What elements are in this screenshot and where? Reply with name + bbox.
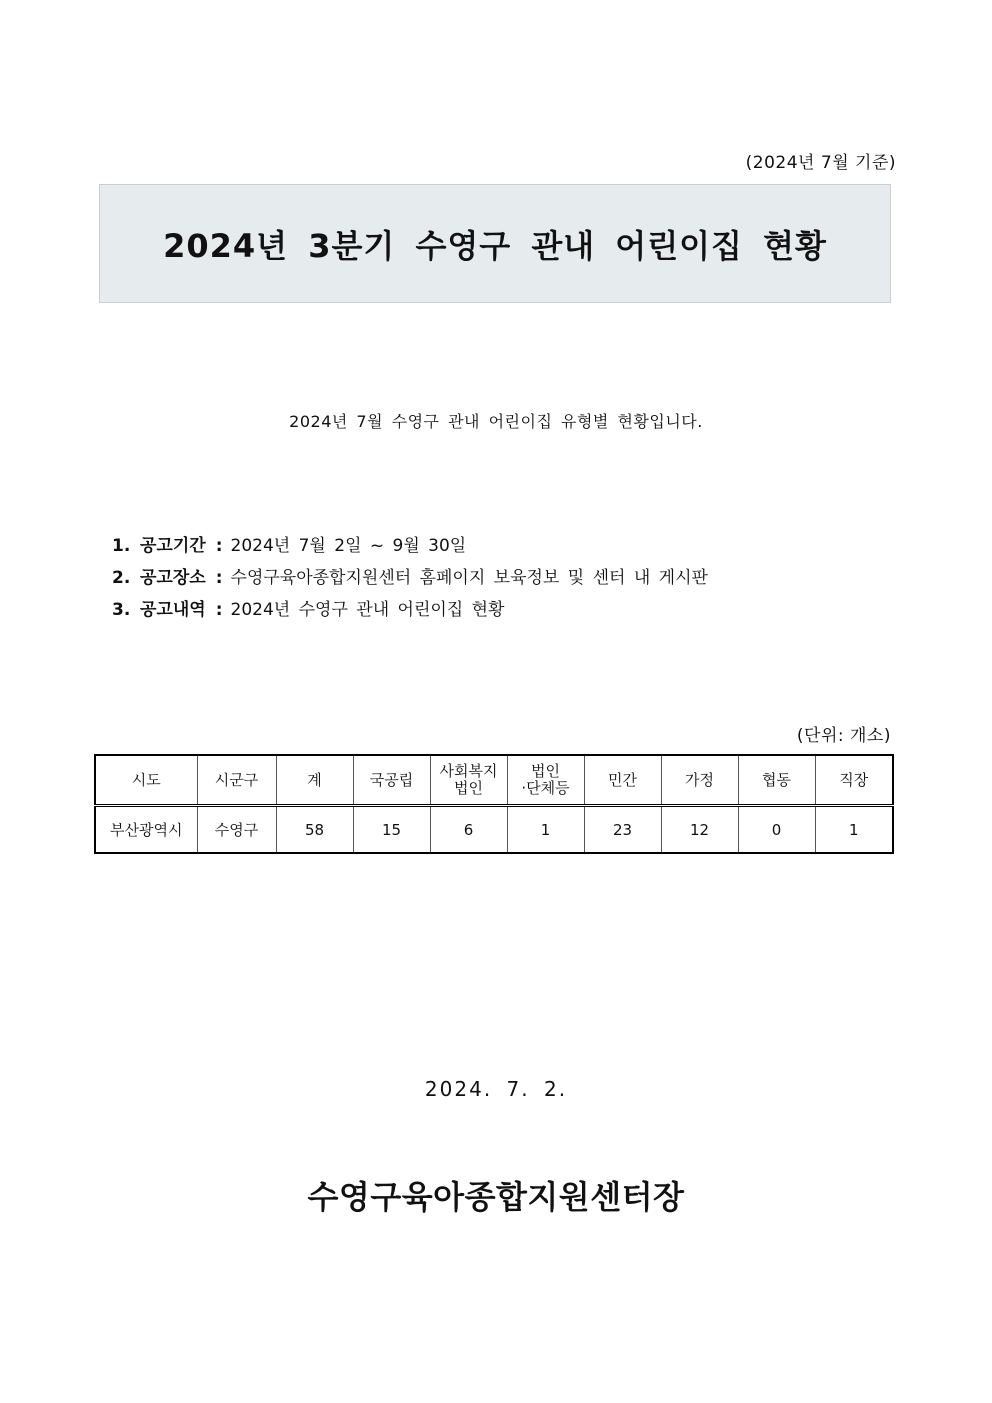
cell-social-welfare: 6 (430, 806, 507, 854)
table-header-row (95, 755, 893, 806)
header-line: 법인 (454, 779, 483, 797)
item-colon: : (215, 536, 223, 556)
header-private: 민간 (584, 755, 661, 806)
header-line: 법인 (531, 762, 560, 780)
header-sido: 시도 (95, 755, 197, 806)
reference-date: (2024년 7월 기준) (745, 153, 896, 173)
item-key: 공고기간 (140, 536, 206, 556)
notice-items (112, 532, 708, 628)
cell-total: 58 (276, 806, 353, 854)
notice-item-place (112, 564, 708, 596)
item-colon: : (215, 568, 223, 588)
signer-title: 수영구육아종합지원센터장 (307, 1178, 685, 1216)
header-home: 가정 (661, 755, 738, 806)
item-colon: : (215, 600, 223, 620)
cell-sido: 부산광역시 (95, 806, 197, 854)
cell-corporation: 1 (507, 806, 584, 854)
cell-workplace: 1 (815, 806, 893, 854)
daycare-stats-table (94, 754, 894, 854)
header-corporation (507, 755, 584, 806)
header-workplace: 직장 (815, 755, 893, 806)
item-value: 2024년 7월 2일 ~ 9월 30일 (230, 536, 467, 556)
item-number: 1. (112, 536, 131, 556)
cell-cooperative: 0 (738, 806, 815, 854)
item-value: 수영구육아종합지원센터 홈페이지 보육정보 및 센터 내 게시판 (230, 568, 708, 588)
item-number: 3. (112, 600, 131, 620)
header-line: 사회복지 (439, 762, 498, 780)
notice-item-content (112, 596, 708, 628)
issue-date: 2024. 7. 2. (424, 1077, 568, 1101)
cell-public: 15 (353, 806, 430, 854)
header-cooperative: 협동 (738, 755, 815, 806)
cell-home: 12 (661, 806, 738, 854)
unit-label: (단위: 개소) (796, 726, 891, 746)
header-line: ·단체등 (521, 779, 570, 797)
item-value: 2024년 수영구 관내 어린이집 현황 (230, 600, 505, 620)
intro-text: 2024년 7월 수영구 관내 어린이집 유형별 현황입니다. (289, 412, 703, 431)
cell-private: 23 (584, 806, 661, 854)
header-total: 계 (276, 755, 353, 806)
page-title: 2024년 3분기 수영구 관내 어린이집 현황 (163, 226, 827, 265)
header-public: 국공립 (353, 755, 430, 806)
header-social-welfare (430, 755, 507, 806)
item-number: 2. (112, 568, 131, 588)
notice-item-period (112, 532, 708, 564)
title-banner (99, 184, 891, 303)
item-key: 공고내역 (140, 600, 206, 620)
table-row (95, 806, 893, 854)
header-sigungu: 시군구 (197, 755, 276, 806)
item-key: 공고장소 (140, 568, 206, 588)
cell-sigungu: 수영구 (197, 806, 276, 854)
